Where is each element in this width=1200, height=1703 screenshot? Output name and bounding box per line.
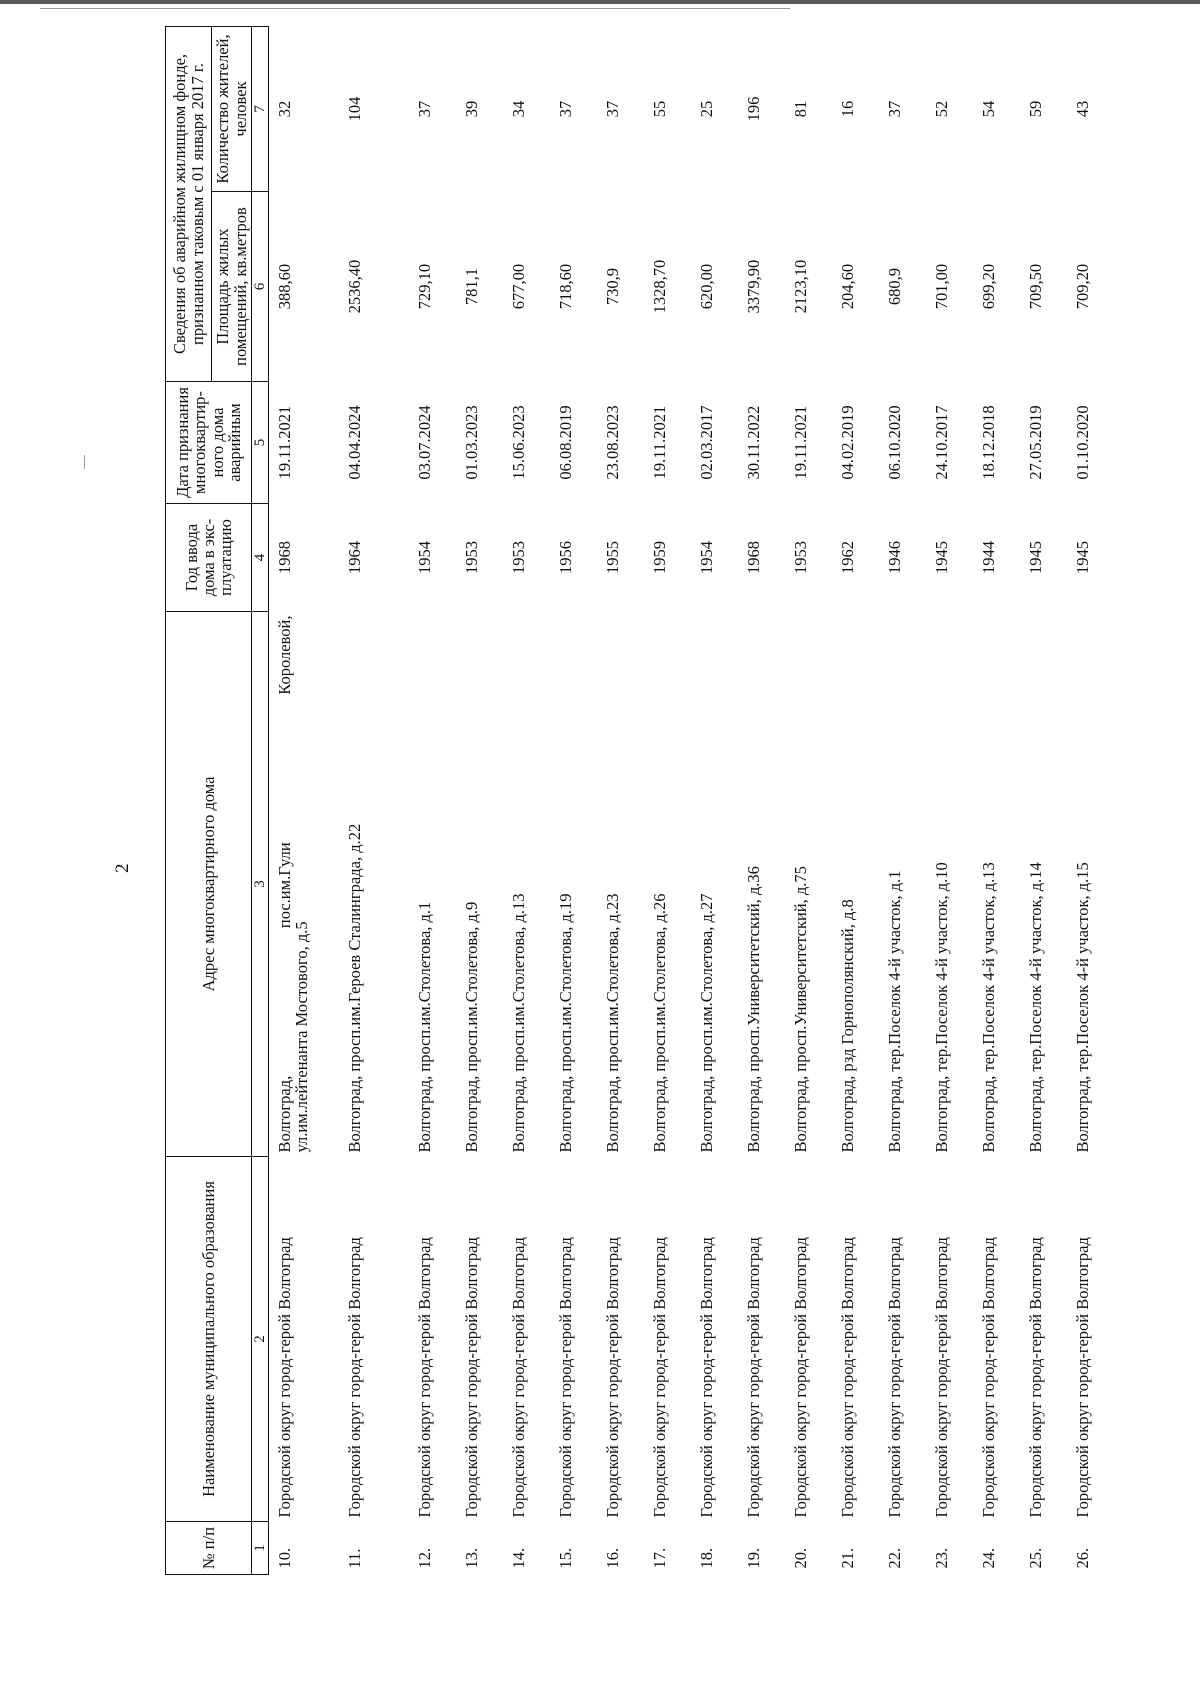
residents-cell: 54	[978, 100, 998, 118]
residents-cell: 55	[649, 100, 669, 118]
address-part: Волгоград,	[275, 1075, 294, 1153]
table-row	[644, 26, 691, 1574]
row-number: 13.	[461, 1547, 481, 1569]
date-cell: 06.10.2020	[884, 405, 904, 480]
year-cell: 1946	[884, 541, 904, 574]
row-number: 25.	[1025, 1547, 1045, 1569]
row-number: 21.	[837, 1547, 857, 1569]
header-municipality: Наименование муниципального образования	[166, 1157, 252, 1522]
header-housing-stock-group: Сведения об аварийном жилищном фонде, признанном таковым с 01 января 2017 г.	[166, 26, 212, 381]
row-number: 17.	[649, 1547, 669, 1569]
residents-cell: 37	[602, 100, 622, 118]
year-cell: 1964	[344, 541, 364, 574]
row-number: 11.	[344, 1548, 364, 1569]
date-cell: 19.11.2021	[790, 405, 810, 480]
row-number: 23.	[931, 1547, 951, 1569]
area-cell: 701,00	[931, 263, 951, 310]
address-cell: Волгоград, просп.им.Столетова, д.13	[508, 893, 528, 1153]
residents-cell: 43	[1072, 100, 1092, 118]
address-cell: Волгоград, рзд Горнополянский, д.8	[837, 899, 857, 1153]
row-number: 10.	[275, 1547, 294, 1569]
municipality-cell: Городской округ город-герой Волгоград	[344, 1237, 364, 1518]
year-cell: 1955	[602, 541, 622, 574]
area-cell: 709,20	[1072, 263, 1092, 310]
address-cell: Волгоград, тер.Поселок 4-й участок, д.15	[1072, 862, 1092, 1153]
address-cell: Волгоград, просп.им.Столетова, д.26	[649, 893, 669, 1153]
residents-cell: 37	[555, 100, 575, 118]
year-cell: 1953	[461, 541, 481, 574]
address-cell	[269, 612, 339, 1157]
row-number: 19.	[743, 1547, 763, 1569]
date-cell: 03.07.2024	[414, 405, 434, 480]
area-cell: 1328,70	[649, 259, 669, 314]
year-cell: 1954	[414, 541, 434, 574]
residents-cell: 37	[414, 100, 434, 118]
date-cell: 30.11.2022	[743, 405, 763, 480]
area-cell: 718,60	[555, 263, 575, 310]
residents-cell: 52	[931, 100, 951, 118]
residents-cell: 16	[837, 100, 857, 118]
header-area: Площадь жилых помещений, кв.метров	[212, 192, 252, 382]
date-cell: 04.04.2024	[344, 405, 364, 480]
address-cell: Волгоград, тер.Поселок 4-й участок, д.14	[1025, 862, 1045, 1153]
municipality-cell: Городской округ город-герой Волгоград	[931, 1237, 951, 1518]
column-number: 5	[252, 382, 269, 504]
column-number: 2	[252, 1157, 269, 1522]
residents-cell: 39	[461, 100, 481, 118]
table-row	[409, 26, 456, 1574]
year-cell: 1953	[790, 541, 810, 574]
table-row	[339, 26, 409, 1574]
area-cell: 729,10	[414, 263, 434, 310]
date-cell: 15.06.2023	[508, 405, 528, 480]
address-cell: Волгоград, тер.Поселок 4-й участок, д.10	[931, 862, 951, 1153]
area-cell: 709,50	[1025, 263, 1045, 310]
row-number: 20.	[790, 1547, 810, 1569]
year-cell: 1944	[978, 541, 998, 574]
header-residents: Количество жителей, человек	[212, 26, 252, 191]
area-cell: 680,9	[884, 267, 904, 306]
area-cell: 699,20	[978, 263, 998, 310]
table-row	[269, 26, 339, 1574]
address-cell: Волгоград, просп.Университетский, д.36	[743, 866, 763, 1153]
address-cell: Волгоград, просп.им.Столетова, д.23	[602, 893, 622, 1153]
table-row	[691, 26, 738, 1574]
area-cell: 730,9	[602, 267, 622, 306]
table-row	[973, 26, 1020, 1574]
municipality-cell: Городской округ город-герой Волгоград	[790, 1237, 810, 1518]
table-row	[785, 26, 832, 1574]
municipality-cell: Городской округ город-герой Волгоград	[275, 1237, 294, 1518]
column-number: 3	[252, 612, 269, 1157]
date-cell: 19.11.2021	[275, 405, 294, 480]
address-cell: Волгоград, просп.им.Героев Сталинграда, д.22	[344, 823, 364, 1153]
residents-cell: 196	[743, 96, 763, 122]
address-cell: Волгоград, просп.им.Столетова, д.1	[414, 901, 434, 1153]
date-cell: 02.03.2017	[696, 405, 716, 480]
area-cell: 388,60	[275, 263, 294, 310]
year-cell: 1945	[931, 541, 951, 574]
year-cell: 1945	[1025, 541, 1045, 574]
municipality-cell: Городской округ город-герой Волгоград	[414, 1237, 434, 1518]
column-number: 4	[252, 504, 269, 612]
table-row	[738, 26, 785, 1574]
table-row	[597, 26, 644, 1574]
municipality-cell: Городской округ город-герой Волгоград	[884, 1237, 904, 1518]
year-cell: 1956	[555, 541, 575, 574]
table-row	[926, 26, 973, 1574]
residents-cell: 81	[790, 100, 810, 118]
residents-cell: 34	[508, 100, 528, 118]
year-cell: 1953	[508, 541, 528, 574]
area-cell: 781,1	[461, 267, 481, 306]
residents-cell: 59	[1025, 100, 1045, 118]
year-cell: 1959	[649, 541, 669, 574]
date-cell: 06.08.2019	[555, 405, 575, 480]
year-cell: 1968	[275, 541, 294, 574]
row-number: 24.	[978, 1547, 998, 1569]
header-year: Год ввода дома в экс-плуатацию	[166, 504, 252, 612]
date-cell: 04.02.2019	[837, 405, 857, 480]
header-date: Дата признания многоквартир-ного дома аварийным	[166, 382, 252, 504]
date-cell: 27.05.2019	[1025, 405, 1045, 480]
column-number: 7	[252, 26, 269, 191]
column-number: 6	[252, 192, 269, 382]
municipality-cell: Городской округ город-герой Волгоград	[1025, 1237, 1045, 1518]
municipality-cell: Городской округ город-герой Волгоград	[508, 1237, 528, 1518]
residents-cell: 25	[696, 100, 716, 118]
table-row	[456, 26, 503, 1574]
table-row	[550, 26, 597, 1574]
page-number: 2	[112, 863, 133, 873]
year-cell: 1945	[1072, 541, 1092, 574]
year-cell: 1954	[696, 541, 716, 574]
date-cell: 24.10.2017	[931, 405, 951, 480]
row-number: 15.	[555, 1547, 575, 1569]
address-cell: Волгоград, просп.им.Столетова, д.9	[461, 901, 481, 1153]
address-cell: Волгоград, тер.Поселок 4-й участок, д.13	[978, 862, 998, 1153]
municipality-cell: Городской округ город-герой Волгоград	[743, 1237, 763, 1518]
municipality-cell: Городской округ город-герой Волгоград	[1072, 1237, 1092, 1518]
municipality-cell: Городской округ город-герой Волгоград	[837, 1237, 857, 1518]
address-cell: Волгоград, просп.им.Столетова, д.27	[696, 893, 716, 1153]
address-cell: Волгоград, тер.Поселок 4-й участок, д.1	[884, 870, 904, 1153]
header-address: Адрес многоквартирного дома	[166, 612, 252, 1157]
area-cell: 3379,90	[743, 259, 763, 314]
emergency-housing-table	[165, 26, 1114, 1575]
date-cell: 01.03.2023	[461, 405, 481, 480]
municipality-cell: Городской округ город-герой Волгоград	[978, 1237, 998, 1518]
municipality-cell: Городской округ город-герой Волгоград	[696, 1237, 716, 1518]
header-no: № п/п	[166, 1522, 252, 1575]
column-number: 1	[252, 1522, 269, 1575]
table-row	[503, 26, 550, 1574]
municipality-cell: Городской округ город-герой Волгоград	[602, 1237, 622, 1518]
address-part: Королевой,	[275, 615, 294, 695]
address-cell: Волгоград, просп.Университетский, д.75	[790, 866, 810, 1153]
table-row	[832, 26, 879, 1574]
table-row	[1067, 26, 1114, 1574]
area-cell: 2123,10	[790, 259, 810, 314]
year-cell: 1968	[743, 541, 763, 574]
row-number: 16.	[602, 1547, 622, 1569]
area-cell: 620,00	[696, 263, 716, 310]
date-cell: 19.11.2021	[649, 405, 669, 480]
address-cell: Волгоград, просп.им.Столетова, д.19	[555, 893, 575, 1153]
year-cell: 1962	[837, 541, 857, 574]
table-row	[1020, 26, 1067, 1574]
residents-cell: 37	[884, 100, 904, 118]
date-cell: 23.08.2023	[602, 405, 622, 480]
date-cell: 01.10.2020	[1072, 405, 1092, 480]
row-number: 22.	[884, 1547, 904, 1569]
row-number: 26.	[1072, 1547, 1092, 1569]
municipality-cell: Городской округ город-герой Волгоград	[649, 1237, 669, 1518]
municipality-cell: Городской округ город-герой Волгоград	[461, 1237, 481, 1518]
residents-cell: 32	[275, 100, 294, 118]
row-number: 14.	[508, 1547, 528, 1569]
row-number: 12.	[414, 1547, 434, 1569]
residents-cell: 104	[344, 96, 364, 122]
table-row	[879, 26, 926, 1574]
area-cell: 677,00	[508, 263, 528, 310]
row-number: 18.	[696, 1547, 716, 1569]
area-cell: 204,60	[837, 263, 857, 310]
address-part: ул.им.лейтенанта Мостового, д.5	[292, 921, 312, 1153]
municipality-cell: Городской округ город-герой Волгоград	[555, 1237, 575, 1518]
area-cell: 2536,40	[344, 259, 364, 314]
date-cell: 18.12.2018	[978, 405, 998, 480]
address-part: пос.им.Гули	[275, 842, 294, 929]
